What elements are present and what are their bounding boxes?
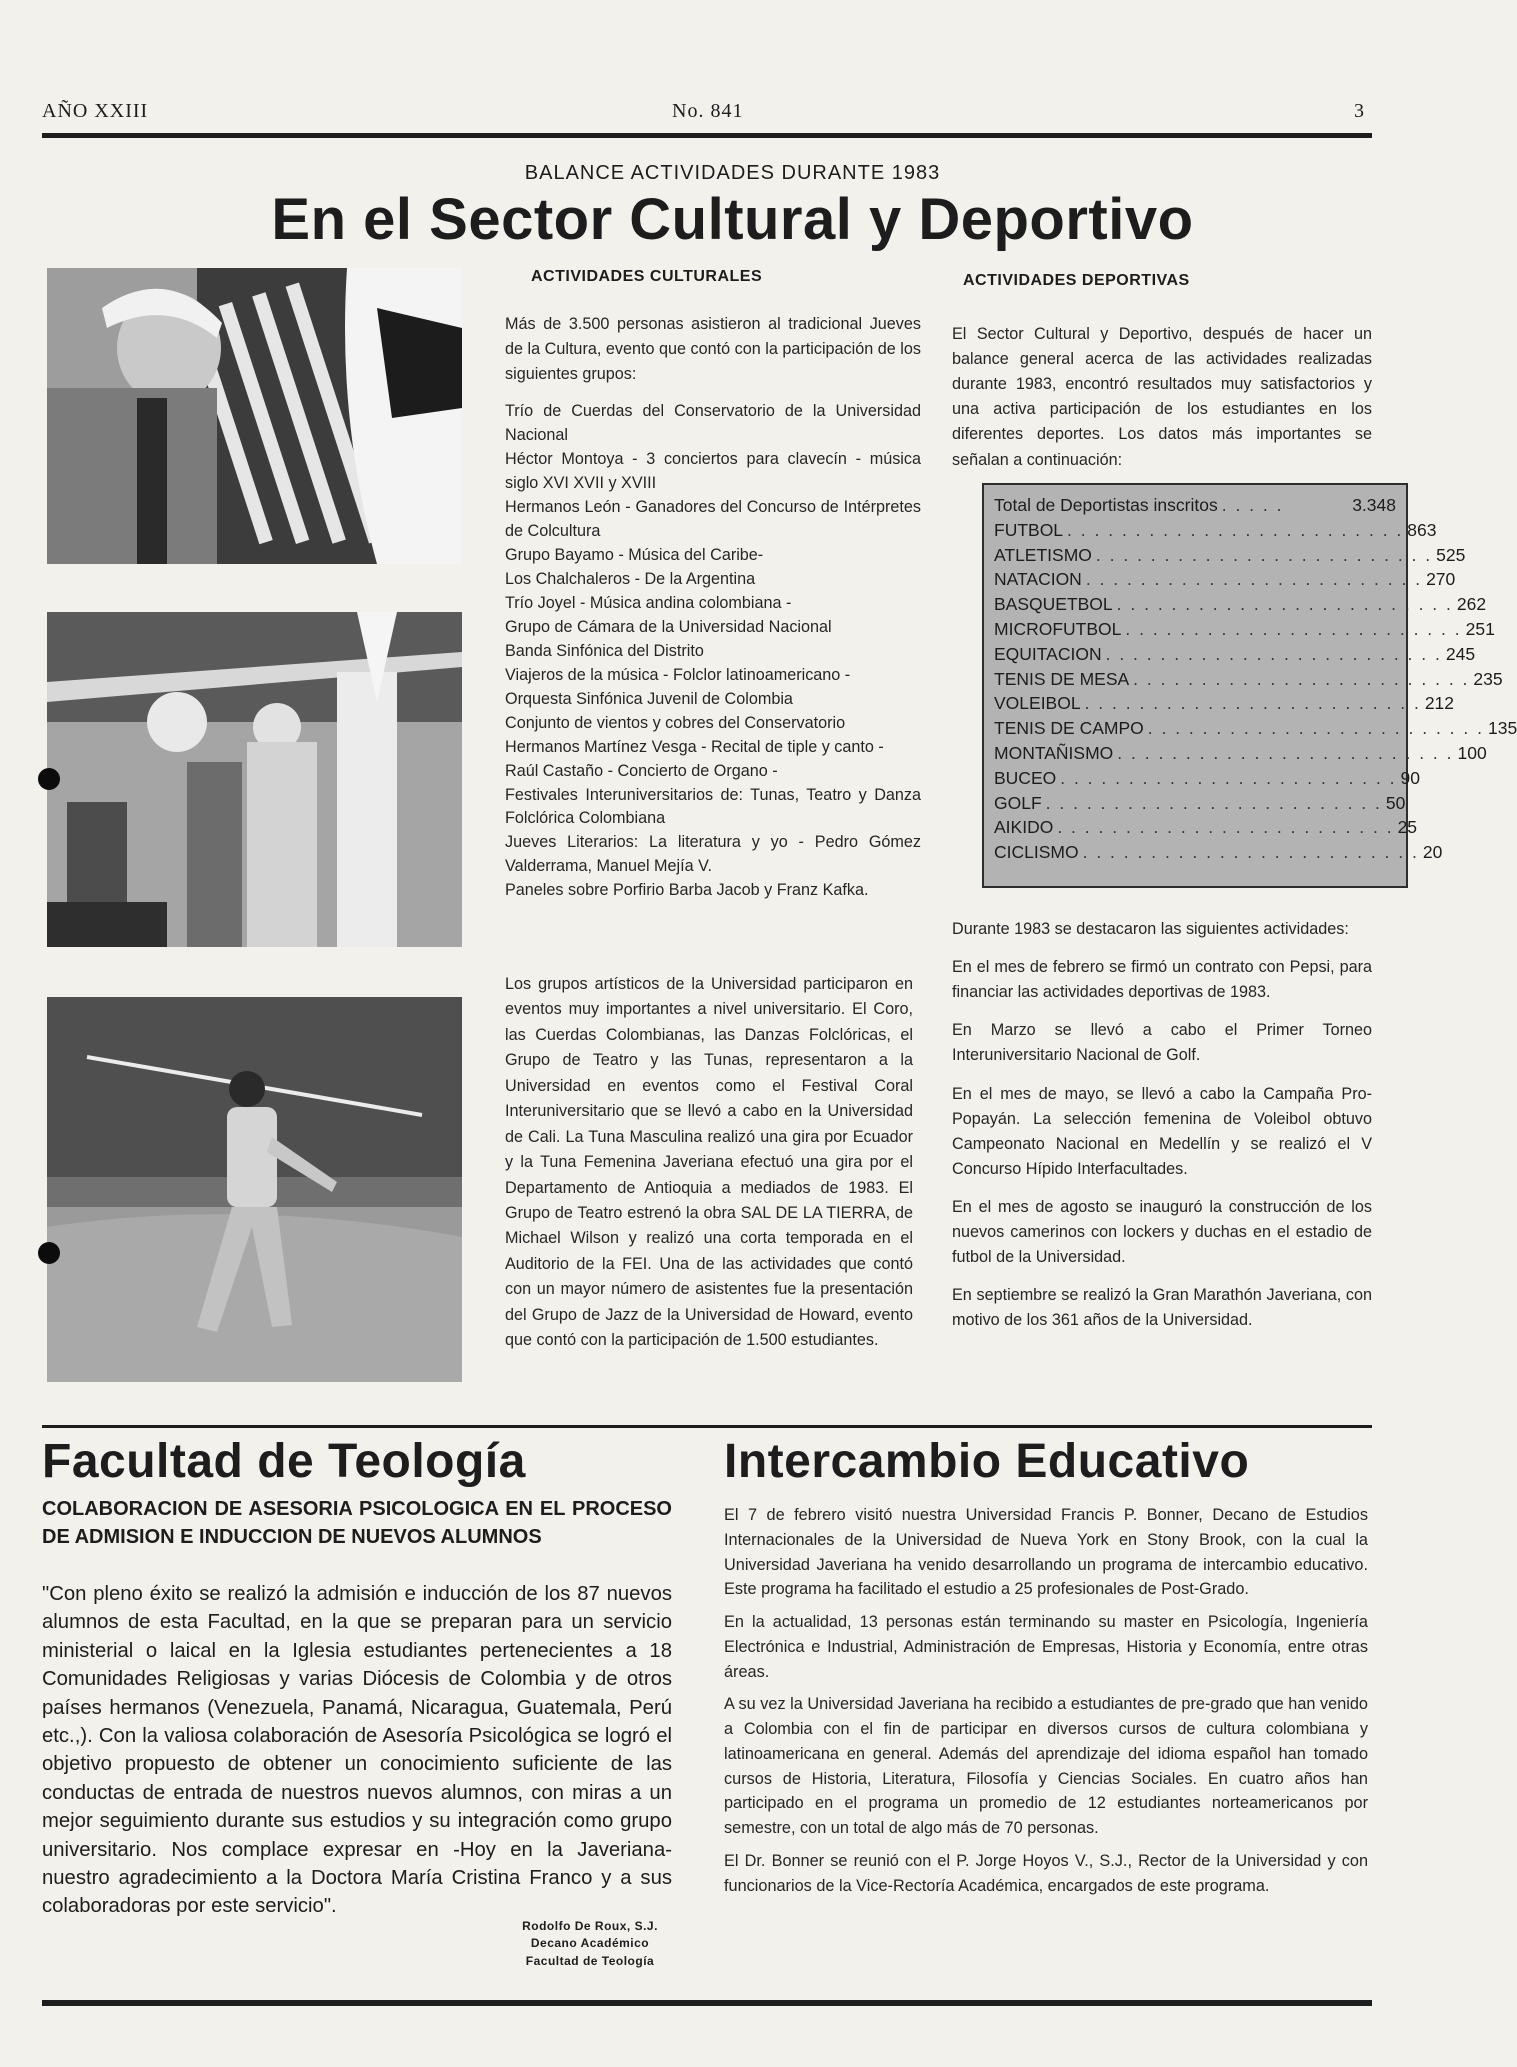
sports-table-row: VOLEIBOL . . . . . . . . . . . . . . . . . . . . . . . . . 212: [994, 691, 1396, 716]
header-issue: No. 841: [672, 100, 744, 122]
sport-count: 212: [1424, 693, 1455, 714]
cultural-group-item: Trío Joyel - Música andina colombiana -: [505, 593, 792, 612]
intercambio-paragraph: En la actualidad, 13 personas están terminando su master en Psicología, Ingeniería Electrónica e Industrial, Administración de Empresas, Historia y Economía, entre otras áreas.: [724, 1613, 1368, 1681]
cultural-heading: ACTIVIDADES CULTURALES: [531, 268, 763, 285]
sport-name: CICLISMO: [994, 842, 1079, 863]
sport-count: 863: [1407, 519, 1437, 540]
article-kicker: BALANCE ACTIVIDADES DURANTE 1983: [524, 162, 941, 184]
cultural-group-item: Grupo Bayamo - Música del Caribe-: [505, 545, 764, 564]
teologia-title: Facultad de Teología: [42, 1435, 526, 1488]
footer-rule: [42, 2000, 1372, 2006]
cultural-group-item: Paneles sobre Porfirio Barba Jacob y Franz Kafka.: [505, 881, 869, 900]
cultural-group-item: Hermanos Martínez Vesga - Recital de tiple y canto -: [505, 737, 884, 756]
sport-name: ATLETISMO: [994, 544, 1092, 565]
sports-paragraph: En el mes de febrero se firmó un contrato con Pepsi, para financiar las actividades deportivas de 1983.: [952, 958, 1372, 1002]
sports-total-label: Total de Deportistas inscritos: [994, 495, 1218, 515]
sports-table-row: GOLF . . . . . . . . . . . . . . . . . . . . . . . . . 50: [994, 791, 1396, 816]
sports-paragraph: En septiembre se realizó la Gran Marathón Javeriana, con motivo de los 361 años de la Universidad.: [952, 1286, 1372, 1330]
sports-table-row: TENIS DE CAMPO . . . . . . . . . . . . . . . . . . . . . . . . . 135: [994, 716, 1396, 741]
cultural-group-item: Viajeros de la música - Folclor latinoamericano -: [505, 665, 851, 684]
photo-harpsichord-player: [47, 268, 462, 564]
cultural-group-item: Orquesta Sinfónica Juvenil de Colombia: [505, 689, 793, 708]
section-divider: [42, 1425, 1372, 1428]
header-page-number: 3: [1354, 100, 1365, 122]
sport-count: 270: [1426, 569, 1456, 590]
sports-paragraph: En Marzo se llevó a cabo el Primer Torneo Interuniversitario Nacional de Golf.: [952, 1021, 1372, 1065]
intercambio-paragraph: El 7 de febrero visitó nuestra Universidad Francis P. Bonner, Decano de Estudios Internacionales de la Universidad de Nueva York en Stony Brook, con la cual la Universidad Javeriana ha venido desarrollando un programa de intercambio educativo. Este programa ha facilitado el estudio a 25 profesionales de Post-Grado.: [724, 1506, 1368, 1599]
sports-heading: ACTIVIDADES DEPORTIVAS: [963, 272, 1190, 289]
sports-intro: El Sector Cultural y Deportivo, después de hacer un balance general acerca de las actividades realizadas durante 1983, encontró resultados muy satisfactorios y una activa participación de los estudiantes en los diferentes deportes. Los datos más importantes se señalan a continuación:: [952, 325, 1372, 469]
binder-hole: [38, 1242, 60, 1264]
sport-count: 25: [1397, 817, 1418, 838]
sport-name: TENIS DE MESA: [994, 668, 1130, 689]
cultural-group-item: Los Chalchaleros - De la Argentina: [505, 569, 756, 588]
sport-name: FUTBOL: [994, 519, 1064, 540]
sport-count: 100: [1457, 742, 1487, 763]
sports-table-row: BUCEO . . . . . . . . . . . . . . . . . . . . . . . . . 90: [994, 766, 1396, 791]
cultural-group-item: Banda Sinfónica del Distrito: [505, 641, 704, 660]
sports-paragraph: Durante 1983 se destacaron las siguientes actividades:: [952, 920, 1349, 938]
sport-name: VOLEIBOL: [994, 693, 1081, 714]
sport-name: MICROFUTBOL: [994, 618, 1122, 639]
cultural-groups-list: [505, 400, 921, 903]
sports-total-value: 3.348: [1352, 495, 1396, 515]
sports-table-row: TENIS DE MESA . . . . . . . . . . . . . . . . . . . . . . . . . 235: [994, 667, 1396, 692]
sports-table-row: NATACION . . . . . . . . . . . . . . . . . . . . . . . . . 270: [994, 567, 1396, 592]
header-rule: [42, 133, 1372, 138]
cultural-group-item: Raúl Castaño - Concierto de Organo -: [505, 761, 778, 780]
sports-table-row: BASQUETBOL . . . . . . . . . . . . . . . . . . . . . . . . . 262: [994, 592, 1396, 617]
sport-count: 235: [1473, 668, 1503, 689]
header-year: AÑO XXIII: [42, 100, 149, 122]
sport-count: 135: [1488, 718, 1517, 739]
binder-hole: [38, 768, 60, 790]
signature-unit: Facultad de Teología: [525, 1953, 655, 1968]
teologia-signature: [500, 1918, 680, 1970]
sports-table-total-row: Total de Deportistas inscritos . . . . . 3.348: [994, 493, 1396, 518]
intercambio-paragraph: A su vez la Universidad Javeriana ha recibido a estudiantes de pre-grado que han venido a Colombia con el fin de participar en diversos cursos de cultura colombiana y latinoamericana en general. Además del aprendizaje del idioma español han tomado cursos de Historia, Literatura, Filosofía y Ciencias Sociales. En cuatro años han participado en el programa un promedio de 12 estudiantes norteamericanos por semestre, con un total de algo más de 70 personas.: [724, 1695, 1368, 1838]
cultural-group-item: Héctor Montoya - 3 conciertos para clavecín - música siglo XVI XVII y XVIII: [505, 449, 921, 492]
intercambio-paragraph: El Dr. Bonner se reunió con el P. Jorge Hoyos V., S.J., Rector de la Universidad y con funcionarios de la Vice-Rectoría Académica, encargados de este programa.: [724, 1851, 1368, 1895]
cultural-closing: Los grupos artísticos de la Universidad participaron en eventos muy importantes a nivel universitario. El Coro, las Cuerdas Colombianas, las Danzas Folclóricas, el Grupo de Teatro y las Tunas, representaron a la Universidad en eventos como el Festival Coral Interuniversitario que se llevó a cabo en la Universidad de Cali. La Tuna Masculina realizó una gira por Ecuador y la Tuna Femenina Javeriana efectuó una gira por el Departamento de Antioquia a mediados de 1983. El Grupo de Teatro estrenó la obra SAL DE LA TIERRA, de Michael Wilson y realizó una corta temporada en el Auditorio de la FEI. Una de las actividades que contó con un mayor número de asistentes fue la presentación del Grupo de Jazz de la Universidad de Howard, evento que contó con la participación de 1.500 estudiantes.: [505, 975, 913, 1350]
sports-table-row: MICROFUTBOL . . . . . . . . . . . . . . . . . . . . . . . . . 251: [994, 617, 1396, 642]
sport-name: GOLF: [994, 792, 1042, 813]
sports-table: [982, 483, 1517, 888]
sports-table-row: AIKIDO . . . . . . . . . . . . . . . . . . . . . . . . . 25: [994, 815, 1396, 840]
sport-count: 262: [1456, 594, 1487, 615]
cultural-group-item: Hermanos León - Ganadores del Concurso de Intérpretes de Colcultura: [505, 497, 921, 540]
cultural-group-item: Trío de Cuerdas del Conservatorio de la Universidad Nacional: [505, 402, 921, 444]
sport-count: 525: [1436, 544, 1466, 565]
intercambio-body: [724, 1503, 1368, 1906]
sports-paragraph: En el mes de agosto se inauguró la construcción de los nuevos camerinos con lockers y duchas en el estadio de futbol de la Universidad.: [952, 1197, 1372, 1267]
sport-name: EQUITACION: [994, 643, 1102, 664]
intercambio-title: Intercambio Educativo: [724, 1435, 1250, 1488]
sport-count: 251: [1465, 618, 1495, 639]
sport-count: 50: [1385, 792, 1406, 813]
sports-paragraphs: [952, 917, 1372, 1347]
sports-table-row: EQUITACION . . . . . . . . . . . . . . . . . . . . . . . . . 245: [994, 642, 1396, 667]
sport-name: BUCEO: [994, 767, 1057, 788]
photo-dance-performance: [47, 612, 462, 947]
cultural-group-item: Jueves Literarios: La literatura y yo - Pedro Gómez Valderrama, Manuel Mejía V.: [505, 833, 921, 876]
sport-name: TENIS DE CAMPO: [994, 718, 1144, 739]
sport-count: 90: [1400, 767, 1420, 788]
sport-name: MONTAÑISMO: [994, 742, 1114, 763]
sports-table-row: MONTAÑISMO . . . . . . . . . . . . . . . . . . . . . . . . . 100: [994, 741, 1396, 766]
cultural-group-item: Festivales Interuniversitarios de: Tunas, Teatro y Danza Folclórica Colombiana: [505, 785, 921, 828]
sports-table-row: FUTBOL . . . . . . . . . . . . . . . . . . . . . . . . . 863: [994, 518, 1396, 543]
cultural-group-item: Conjunto de vientos y cobres del Conservatorio: [505, 713, 846, 732]
sports-table-row: ATLETISMO . . . . . . . . . . . . . . . . . . . . . . . . . 525: [994, 543, 1396, 568]
teologia-body: "Con pleno éxito se realizó la admisión e inducción de los 87 nuevos alumnos de esta Facultad, en la que se preparan para un servicio ministerial o laical en la Iglesia estudiantes pertenecientes a 18 Comunidades Religiosas y varias Diócesis de Colombia y de otros países hermanos (Venezuela, Panamá, Nicaragua, Guatemala, Perú etc.,). Con la valiosa colaboración de Asesoría Psicológica se logró el objetivo propuesto de obtener un conocimiento suficiente de las conductas de entrada de nuestros nuevos alumnos, con miras a un mejor seguimiento durante sus estudios y su integración como grupo universitario. Nos complace expresar en -Hoy en la Javeriana- nuestro agradecimiento a la Doctora María Cristina Franco y a sus colaboradoras por este servicio".: [42, 1583, 672, 1918]
signature-role: Decano Académico: [530, 1936, 650, 1951]
article-title: En el Sector Cultural y Deportivo: [271, 187, 1194, 252]
sport-name: BASQUETBOL: [994, 594, 1113, 615]
teologia-subtitle: COLABORACION DE ASESORIA PSICOLOGICA EN EL PROCESO DE ADMISION E INDUCCION DE NUEVOS ALUMNOS: [42, 1498, 672, 1548]
cultural-intro: Más de 3.500 personas asistieron al tradicional Jueves de la Cultura, evento que contó con la participación de los siguientes grupos:: [505, 315, 921, 384]
sports-table-row: CICLISMO . . . . . . . . . . . . . . . . . . . . . . . . . 20: [994, 840, 1396, 865]
sport-count: 245: [1445, 643, 1476, 664]
sports-paragraph: En el mes de mayo, se llevó a cabo la Campaña Pro-Popayán. La selección femenina de Voleibol obtuvo Campeonato Nacional en Medellín y se realizó el V Concurso Hípido Interfacultades.: [952, 1084, 1372, 1178]
sport-name: NATACION: [994, 569, 1082, 590]
sport-name: AIKIDO: [994, 817, 1054, 838]
cultural-group-item: Grupo de Cámara de la Universidad Nacional: [505, 617, 832, 636]
photo-athlete-javelin: [47, 997, 462, 1382]
sport-count: 20: [1422, 842, 1443, 863]
signature-name: Rodolfo De Roux, S.J.: [522, 1919, 658, 1933]
